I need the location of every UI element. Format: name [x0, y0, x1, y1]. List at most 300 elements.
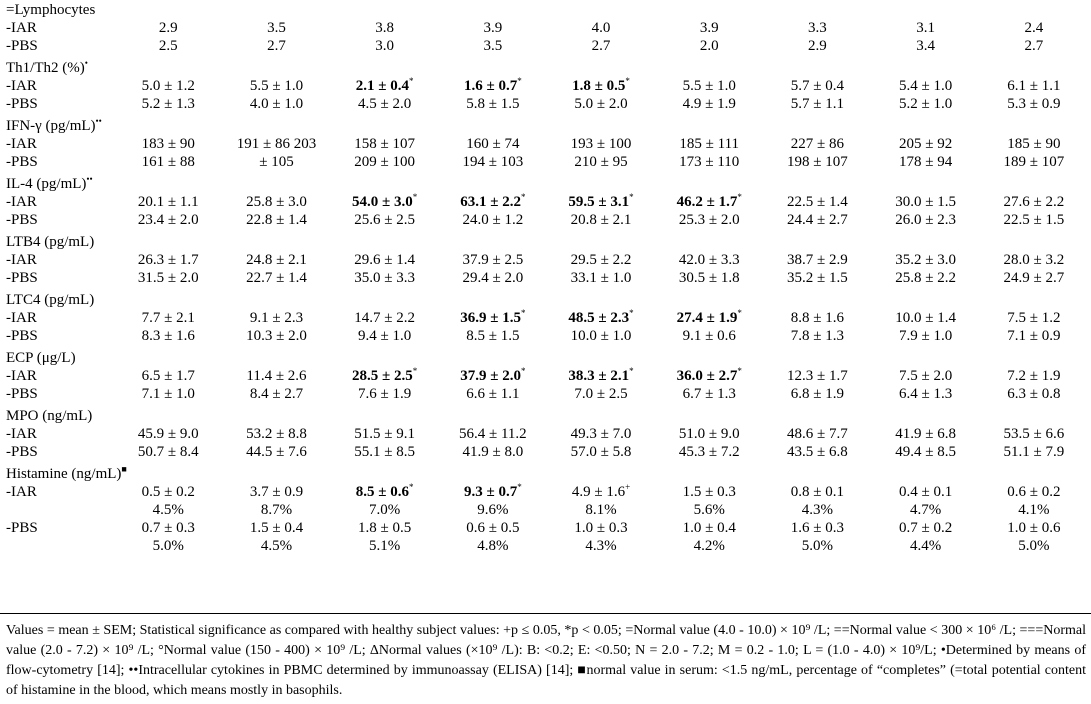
- table-cell: [222, 19, 330, 37]
- cell-value: 1.0 ± 0.6: [1007, 520, 1061, 536]
- category-label-text: IL-4 (pg/mL): [6, 176, 87, 192]
- table-cell: [872, 211, 980, 229]
- table-cell: [114, 537, 222, 555]
- cell-value: 26.3 ± 1.7: [137, 252, 199, 268]
- cell-value: 45.9 ± 9.0: [137, 426, 199, 442]
- cell-value: 9.1 ± 0.6: [682, 328, 736, 344]
- table-bottom-rule: [0, 613, 1091, 614]
- table-cell: [114, 519, 222, 537]
- table-cell: [114, 501, 222, 519]
- category-label-text: MPO (ng/mL): [6, 408, 93, 424]
- cell-value: 191 ± 86 203: [236, 136, 317, 152]
- cell-value: 41.9 ± 8.0: [462, 444, 524, 460]
- row-label: -PBS: [6, 328, 38, 344]
- row-label: -IAR: [6, 20, 37, 36]
- cell-value: 3.5: [267, 20, 286, 36]
- cell-value: 7.9 ± 1.0: [898, 328, 953, 344]
- cell-value: 5.7 ± 0.4: [790, 78, 845, 94]
- table-cell: [114, 77, 222, 95]
- row-label: -PBS: [6, 270, 38, 286]
- cell-value: 7.6 ± 1.9: [358, 386, 412, 402]
- table-cell: [547, 425, 655, 443]
- cell-value: 9.1 ± 2.3: [249, 310, 304, 326]
- cell-value: 51.1 ± 7.9: [1003, 444, 1065, 460]
- table-cell: [655, 425, 763, 443]
- cell-value: 6.5 ± 1.7: [141, 368, 195, 384]
- category-label: [6, 345, 1088, 367]
- table-cell: [222, 135, 330, 153]
- table-cell: [763, 269, 871, 287]
- category-label: [6, 403, 1088, 425]
- cell-value: 205 ± 92: [898, 136, 953, 152]
- significance-mark: *: [409, 482, 414, 492]
- table-cell: [331, 309, 439, 327]
- category-label-text: IFN-γ (pg/mL): [6, 118, 96, 134]
- cell-value: 30.0 ± 1.5: [895, 194, 956, 210]
- table-cell: [980, 95, 1088, 113]
- cell-value: 6.4 ± 1.3: [898, 386, 953, 402]
- table-row: [6, 95, 1088, 113]
- cell-value: 10.3 ± 2.0: [246, 328, 307, 344]
- table-cell: [222, 211, 330, 229]
- table-cell: [222, 385, 330, 403]
- significance-mark: *: [412, 366, 418, 376]
- table-row: [6, 443, 1088, 461]
- significance-mark: *: [629, 308, 634, 318]
- cell-value: 59.5 ± 3.1: [568, 194, 630, 210]
- category-label: [6, 0, 1088, 19]
- cell-value: 22.5 ± 1.4: [787, 194, 848, 210]
- cell-value: 12.3 ± 1.7: [787, 368, 848, 384]
- category-label-text: LTB4 (pg/mL): [6, 234, 95, 250]
- table-cell: [222, 519, 330, 537]
- table-cell: [547, 367, 655, 385]
- table-cell: [655, 327, 763, 345]
- table-cell: [114, 153, 222, 171]
- category-label-text: Th1/Th2 (%): [6, 60, 85, 76]
- significance-mark: *: [520, 192, 526, 202]
- cell-value: 173 ± 110: [679, 154, 740, 170]
- category-row: [6, 0, 1088, 19]
- significance-mark: *: [629, 366, 634, 376]
- row-label: -IAR: [6, 426, 37, 442]
- table-cell: [655, 251, 763, 269]
- cell-value: 8.3 ± 1.6: [141, 328, 195, 344]
- table-cell: [980, 135, 1088, 153]
- table-cell: [331, 327, 439, 345]
- table-cell: [655, 483, 763, 501]
- cell-value: 4.7%: [909, 502, 942, 518]
- row-label: -PBS: [6, 212, 38, 228]
- cell-value: 48.6 ± 7.7: [787, 426, 848, 442]
- cell-value: 2.7: [267, 38, 286, 54]
- category-label-text: =Lymphocytes: [6, 1, 96, 18]
- cell-value: 2.5: [158, 38, 178, 54]
- table-cell: [114, 327, 222, 345]
- table-cell: [331, 537, 439, 555]
- row-label: -PBS: [6, 444, 38, 460]
- table-row: [6, 37, 1088, 55]
- table-cell: [655, 19, 763, 37]
- cell-value: 25.3 ± 2.0: [678, 212, 740, 228]
- table-cell: [331, 153, 439, 171]
- cell-value: 7.0 ± 2.5: [574, 386, 628, 402]
- cell-value: 36.0 ± 2.7: [676, 368, 738, 384]
- cell-value: 5.5 ± 1.0: [682, 78, 736, 94]
- cell-value: 28.5 ± 2.5: [352, 368, 413, 384]
- table-cell: [331, 95, 439, 113]
- table-cell: [439, 385, 547, 403]
- row-label: [6, 501, 114, 519]
- cell-value: 3.9: [699, 20, 719, 36]
- category-label-text: ECP (μg/L): [6, 350, 76, 366]
- table-cell: [439, 425, 547, 443]
- cell-value: 49.4 ± 8.5: [895, 444, 956, 460]
- cell-value: 29.4 ± 2.0: [462, 270, 524, 286]
- table-row: [6, 77, 1088, 95]
- cell-value: 31.5 ± 2.0: [137, 270, 199, 286]
- category-label: [6, 55, 1088, 77]
- table-cell: [547, 443, 655, 461]
- table-cell: [114, 425, 222, 443]
- cell-value: 0.6 ± 0.2: [1007, 484, 1061, 500]
- cell-value: 4.5%: [260, 538, 293, 554]
- cell-value: 5.1%: [369, 538, 401, 554]
- cell-value: 28.0 ± 3.2: [1003, 252, 1065, 268]
- category-row: [6, 229, 1088, 251]
- row-label: -PBS: [6, 96, 38, 112]
- table-cell: [547, 37, 655, 55]
- table-row: [6, 519, 1088, 537]
- category-label: [6, 229, 1088, 251]
- table-cell: [439, 443, 547, 461]
- significance-mark: *: [737, 308, 742, 318]
- cell-value: 53.2 ± 8.8: [246, 426, 307, 442]
- table-cell: [655, 37, 763, 55]
- table-cell: [763, 95, 871, 113]
- table-cell: [439, 269, 547, 287]
- table-cell: [114, 483, 222, 501]
- cell-value: 3.3: [808, 20, 827, 36]
- significance-mark: *: [412, 192, 418, 202]
- cell-value: 27.4 ± 1.9: [676, 310, 738, 326]
- table-cell: [763, 327, 871, 345]
- cell-value: 53.5 ± 6.6: [1003, 426, 1065, 442]
- cell-value: 161 ± 88: [141, 154, 195, 170]
- table-cell: [547, 19, 655, 37]
- table-cell: [114, 251, 222, 269]
- table-cell: [980, 19, 1088, 37]
- row-label: -PBS: [6, 386, 38, 402]
- cell-value: 0.5 ± 0.2: [141, 484, 195, 500]
- cell-value: 7.1 ± 1.0: [141, 386, 195, 402]
- table-cell: [872, 95, 980, 113]
- cell-value: 5.0%: [1018, 538, 1050, 554]
- cell-value: 3.8: [375, 20, 395, 36]
- table-cell: [655, 443, 763, 461]
- table-cell: [331, 385, 439, 403]
- table-row: [6, 251, 1088, 269]
- table-cell: [331, 367, 439, 385]
- row-label: -IAR: [6, 310, 37, 326]
- cell-value: 48.5 ± 2.3: [568, 310, 630, 326]
- cell-value: 9.3 ± 0.7: [463, 484, 518, 500]
- table-cell: [980, 269, 1088, 287]
- table-cell: [655, 153, 763, 171]
- table-cell: [980, 537, 1088, 555]
- table-cell: [114, 193, 222, 211]
- table-cell: [547, 537, 655, 555]
- category-label-text: LTC4 (pg/mL): [6, 292, 95, 308]
- cell-value: 5.0%: [152, 538, 184, 554]
- table-cell: [655, 501, 763, 519]
- cell-value: 194 ± 103: [462, 154, 524, 170]
- table-cell: [222, 77, 330, 95]
- cell-value: 7.5 ± 2.0: [898, 368, 953, 384]
- table-cell: [222, 367, 330, 385]
- table-cell: [655, 519, 763, 537]
- table-row: [6, 153, 1088, 171]
- cell-value: 0.7 ± 0.2: [898, 520, 953, 536]
- cell-value: 29.6 ± 1.4: [354, 252, 416, 268]
- cell-value: 189 ± 107: [1003, 154, 1065, 170]
- table-cell: [655, 135, 763, 153]
- table-cell: [331, 37, 439, 55]
- cell-value: 209 ± 100: [354, 154, 416, 170]
- table-cell: [547, 385, 655, 403]
- table-cell: [114, 309, 222, 327]
- cell-value: 4.1%: [1018, 502, 1050, 518]
- cell-value: 49.3 ± 7.0: [570, 426, 632, 442]
- cell-value: 5.8 ± 1.5: [466, 96, 520, 112]
- table-cell: [222, 483, 330, 501]
- category-row: [6, 113, 1088, 135]
- cell-value: 3.1: [916, 20, 935, 36]
- cell-value: 33.1 ± 1.0: [570, 270, 632, 286]
- table-cell: [872, 193, 980, 211]
- table-cell: [114, 19, 222, 37]
- table-cell: [763, 425, 871, 443]
- cell-value: 3.5: [483, 38, 503, 54]
- table-cell: [980, 443, 1088, 461]
- cell-value: 5.2 ± 1.0: [898, 96, 953, 112]
- table-cell: [439, 367, 547, 385]
- table-cell: [331, 19, 439, 37]
- table-cell: [331, 425, 439, 443]
- table-cell: [763, 443, 871, 461]
- table-cell: [872, 77, 980, 95]
- cell-value: 2.7: [1024, 38, 1044, 54]
- table-cell: [222, 309, 330, 327]
- table-cell: [763, 309, 871, 327]
- table-cell: [439, 77, 547, 95]
- table-cell: [655, 537, 763, 555]
- row-label: -PBS: [6, 154, 38, 170]
- table-cell: [872, 153, 980, 171]
- table-cell: [872, 519, 980, 537]
- table-cell: [763, 37, 871, 55]
- table-cell: [439, 309, 547, 327]
- table-row: [6, 501, 1088, 519]
- row-label: -IAR: [6, 194, 37, 210]
- table-cell: [114, 95, 222, 113]
- table-cell: [222, 251, 330, 269]
- significance-mark: *: [737, 366, 742, 376]
- table-cell: [980, 501, 1088, 519]
- cell-value: 4.5 ± 2.0: [358, 96, 412, 112]
- cell-value: 3.7 ± 0.9: [249, 484, 304, 500]
- significance-mark: *: [625, 76, 630, 86]
- cell-value: ± 105: [259, 154, 294, 170]
- table-cell: [872, 269, 980, 287]
- table-cell: [763, 193, 871, 211]
- cell-value: 41.9 ± 6.8: [895, 426, 956, 442]
- table-cell: [763, 385, 871, 403]
- table-row: [6, 269, 1088, 287]
- cell-value: 20.8 ± 2.1: [570, 212, 632, 228]
- table-row: [6, 211, 1088, 229]
- significance-mark: +: [625, 482, 631, 492]
- cell-value: 185 ± 111: [679, 136, 740, 152]
- cell-value: 43.5 ± 6.8: [787, 444, 848, 460]
- cell-value: 63.1 ± 2.2: [460, 194, 521, 210]
- table-cell: [547, 77, 655, 95]
- significance-mark: *: [629, 192, 634, 202]
- table-cell: [547, 501, 655, 519]
- table-cell: [547, 251, 655, 269]
- cell-value: 6.6 ± 1.1: [466, 386, 520, 402]
- cell-value: 1.8 ± 0.5: [358, 520, 412, 536]
- category-label: [6, 171, 1088, 193]
- table-cell: [872, 309, 980, 327]
- table-cell: [980, 385, 1088, 403]
- table-cell: [872, 135, 980, 153]
- table-cell: [331, 443, 439, 461]
- cell-value: 51.5 ± 9.1: [354, 426, 416, 442]
- table-cell: [980, 251, 1088, 269]
- table-cell: [222, 153, 330, 171]
- table-cell: [222, 501, 330, 519]
- cell-value: 3.4: [916, 38, 935, 54]
- cell-value: 20.1 ± 1.1: [137, 194, 199, 210]
- table-row: [6, 135, 1088, 153]
- cell-value: 45.3 ± 7.2: [678, 444, 740, 460]
- cell-value: 193 ± 100: [570, 136, 632, 152]
- cell-value: 24.0 ± 1.2: [462, 212, 524, 228]
- cell-value: 7.2 ± 1.9: [1007, 368, 1061, 384]
- results-table-body: [6, 0, 1088, 555]
- cell-value: 4.0: [591, 20, 611, 36]
- table-cell: [331, 483, 439, 501]
- table-cell: [980, 77, 1088, 95]
- cell-value: 25.8 ± 3.0: [246, 194, 307, 210]
- cell-value: 1.0 ± 0.3: [574, 520, 628, 536]
- cell-value: 4.8%: [477, 538, 509, 554]
- cell-value: 4.3%: [801, 502, 834, 518]
- cell-value: 2.9: [808, 38, 827, 54]
- table-cell: [114, 385, 222, 403]
- table-cell: [547, 327, 655, 345]
- table-row: [6, 19, 1088, 37]
- cell-value: 0.7 ± 0.3: [141, 520, 195, 536]
- row-label: -IAR: [6, 252, 37, 268]
- table-cell: [763, 483, 871, 501]
- table-cell: [439, 327, 547, 345]
- cell-value: 23.4 ± 2.0: [137, 212, 199, 228]
- cell-value: 22.8 ± 1.4: [246, 212, 307, 228]
- row-label: -IAR: [6, 484, 37, 500]
- cell-value: 0.4 ± 0.1: [898, 484, 953, 500]
- table-cell: [872, 385, 980, 403]
- cell-value: 51.0 ± 9.0: [678, 426, 740, 442]
- cell-value: 6.7 ± 1.3: [682, 386, 736, 402]
- table-cell: [872, 37, 980, 55]
- table-cell: [547, 193, 655, 211]
- cell-value: 6.1 ± 1.1: [1007, 78, 1061, 94]
- table-cell: [547, 95, 655, 113]
- category-row: [6, 345, 1088, 367]
- cell-value: 160 ± 74: [466, 136, 520, 152]
- table-cell: [655, 385, 763, 403]
- cell-value: 55.1 ± 8.5: [354, 444, 416, 460]
- cell-value: 25.8 ± 2.2: [895, 270, 956, 286]
- cell-value: 7.8 ± 1.3: [790, 328, 845, 344]
- table-footnote: Values = mean ± SEM; Statistical significance as compared with healthy subject values: +p ≤ 0.05, *p < 0.05; =Normal value (4.0 - 10.0) × 10⁹ /L; ==Normal value < 300 × 10⁶ /L; ===Normal value (2.0 - 7.2) × 10⁹ /L; °Normal value (150 - 400) × 10⁹ /L; ΔNormal values (×10⁹ /L): B: <0.2; E: <0.50; N = 2.0 - 7.2; M = 0.2 - 1.0; L = (1.0 - 4.0) × 10⁹/L; •Determined by means of flow-cytometry [14]; ••Intracellular cytokines in PBMC determined by immunoassay (ELISA) [14]; ■normal value in serum: <1.5 ng/mL, percentage of “completes” (=total potential content of histamine in the blood, which means mostly in basophils.: [6, 623, 1086, 698]
- cell-value: 5.6%: [693, 502, 725, 518]
- cell-value: 37.9 ± 2.0: [460, 368, 521, 384]
- cell-value: 4.0 ± 1.0: [249, 96, 304, 112]
- row-label: -PBS: [6, 520, 38, 536]
- cell-value: 8.8 ± 1.6: [790, 310, 845, 326]
- table-row: [6, 537, 1088, 555]
- table-cell: [547, 309, 655, 327]
- table-cell: [547, 153, 655, 171]
- table-cell: [980, 309, 1088, 327]
- significance-mark: *: [737, 192, 742, 202]
- cell-value: 5.4 ± 1.0: [898, 78, 953, 94]
- table-cell: [872, 537, 980, 555]
- cell-value: 10.0 ± 1.4: [895, 310, 956, 326]
- table-cell: [872, 367, 980, 385]
- table-cell: [980, 193, 1088, 211]
- cell-value: 4.9 ± 1.6: [571, 484, 626, 500]
- cell-value: 9.6%: [477, 502, 509, 518]
- table-cell: [872, 483, 980, 501]
- row-label: -IAR: [6, 78, 37, 94]
- cell-value: 1.6 ± 0.7: [463, 78, 518, 94]
- table-cell: [439, 37, 547, 55]
- cell-value: 22.5 ± 1.5: [1003, 212, 1065, 228]
- cell-value: 36.9 ± 1.5: [460, 310, 521, 326]
- table-cell: [980, 211, 1088, 229]
- table-cell: [872, 501, 980, 519]
- cell-value: 38.3 ± 2.1: [568, 368, 630, 384]
- cell-value: 5.0 ± 1.2: [141, 78, 195, 94]
- table-cell: [547, 211, 655, 229]
- cell-value: 1.8 ± 0.5: [572, 78, 626, 94]
- cell-value: 8.5 ± 1.5: [466, 328, 520, 344]
- cell-value: 6.3 ± 0.8: [1007, 386, 1061, 402]
- table-cell: [114, 37, 222, 55]
- cell-value: 198 ± 107: [787, 154, 848, 170]
- significance-mark: *: [409, 76, 414, 86]
- cell-value: 9.4 ± 1.0: [358, 328, 412, 344]
- cell-value: 4.3%: [585, 538, 617, 554]
- table-cell: [222, 537, 330, 555]
- cell-value: 42.0 ± 3.3: [678, 252, 740, 268]
- cell-value: 25.6 ± 2.5: [354, 212, 416, 228]
- table-cell: [763, 19, 871, 37]
